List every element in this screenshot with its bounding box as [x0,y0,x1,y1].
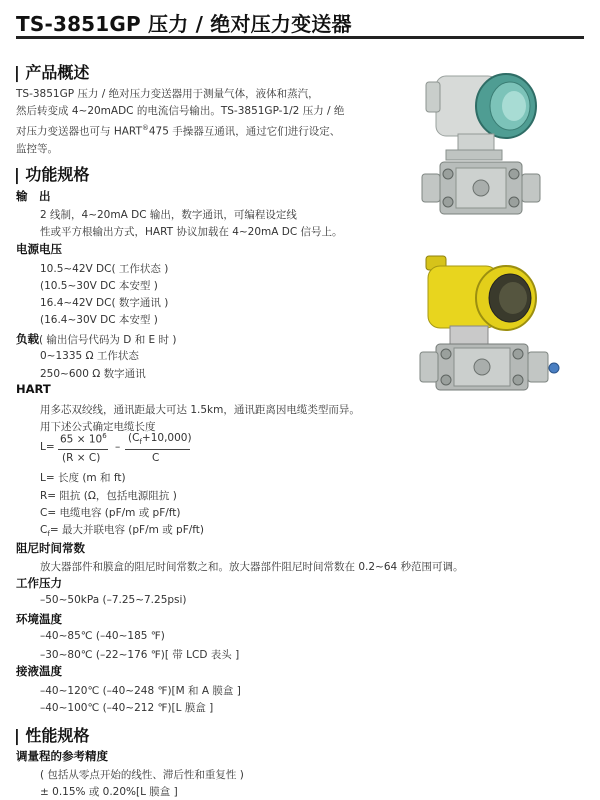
hart-heading: HART [16,382,51,396]
section-function-heading: | 功能规格 [14,162,89,185]
section-performance-heading: | 性能规格 [14,723,89,746]
load-heading-note: ( 输出信号代码为 D 和 E 时 ) [39,334,177,346]
process-temp-heading: 接液温度 [16,664,62,678]
def-resistance: R= 阻抗 (Ω，包括电源阻抗 ) [40,490,177,502]
damping-line: 放大器部件和膜盒的阻尼时间常数之和。放大器部件阻尼时间常数在 0.2~64 秒范围可调。 [40,561,464,573]
ambient-line-2: –30~80℃ (–22~176 ℉)[ 带 LCD 表头 ] [40,649,240,661]
title-divider [16,36,584,39]
formula-fraction-bar-1 [58,449,108,450]
power-line-4: (16.4~30V DC 本安型 ) [40,314,158,326]
load-line-2: 250~600 Ω 数字通讯 [40,368,146,380]
section-overview-heading: | 产品概述 [14,60,89,83]
overview-line-4: 监控等。 [16,142,58,155]
formula-den1: (R × C) [62,452,101,464]
load-heading-row [16,328,176,347]
process-line-1: –40~120℃ (–40~248 ℉)[M 和 A 膜盒 ] [40,685,241,697]
process-line-2: –40~100℃ (–40~212 ℉)[L 膜盒 ] [40,702,214,714]
accuracy-heading: 调量程的参考精度 [16,749,108,763]
power-line-1: 10.5~42V DC( 工作状态 ) [40,263,169,275]
pressure-heading: 工作压力 [16,576,62,590]
formula-lhs: L= [40,441,55,453]
def-max-capacitance: $C_f=$ 最大并联电容 (pF/m 或 pF/ft) [40,524,204,539]
ambient-temp-heading: 环境温度 [16,612,62,626]
hart-line-2: 用下述公式确定电缆长度 [40,421,156,433]
power-line-2: (10.5~30V DC 本安型 ) [40,280,158,292]
hart-line-1: 用多芯双绞线，通讯距最大可达 1.5km，通讯距离因电缆类型而异。 [40,404,360,416]
overview-paragraph [16,86,401,158]
formula-den2: C [152,452,160,464]
damping-heading: 阻尼时间常数 [16,541,85,555]
output-line-2: 性或平方根输出方式，HART 协议加载在 4~20mA DC 信号上。 [40,226,343,238]
power-heading: 电源电压 [16,242,62,256]
def-capacitance: C= 电缆电容 (pF/m 或 pF/ft) [40,507,181,519]
overview-line-2: 然后转变成 4~20mADC 的电流信号输出。TS-3851GP-1/2 压力 / 绝 [16,105,345,117]
page-title: TS-3851GP 压力 / 绝对压力变送器 [16,12,352,36]
def-length: L= 长度 (m 和 ft) [40,472,126,484]
formula-num1: $65 \times 10^6$ [60,432,107,446]
accuracy-line-1: ( 包括从零点开始的线性、滞后性和重复性 ) [40,769,244,781]
overview-line-3: 对压力变送器也可与 HART®475 手操器互通讯，通过它们进行设定、 [16,124,341,138]
power-line-3: 16.4~42V DC( 数字通讯 ) [40,297,169,309]
formula-fraction-bar-2 [125,449,190,450]
formula-num2: $(C_f+10,000)$ [128,432,192,447]
transmitter-teal-image [418,62,578,228]
load-line-1: 0~1335 Ω 工作状态 [40,350,139,362]
transmitter-yellow-image [414,248,584,398]
load-heading: 负载 [16,332,39,346]
formula-minus: – [115,441,121,453]
overview-line-1: TS-3851GP 压力 / 绝对压力变送器用于测量气体，液体和蒸汽， [16,88,319,100]
accuracy-line-2: ± 0.15% 或 0.20%[L 膜盒 ] [40,786,178,798]
pressure-line: –50~50kPa (–7.25~7.25psi) [40,594,187,606]
output-heading: 输 出 [16,189,51,203]
output-line-1: 2 线制，4~20mA DC 输出，数字通讯，可编程设定线 [40,209,297,221]
ambient-line-1: –40~85℃ (–40~185 ℉) [40,630,165,642]
